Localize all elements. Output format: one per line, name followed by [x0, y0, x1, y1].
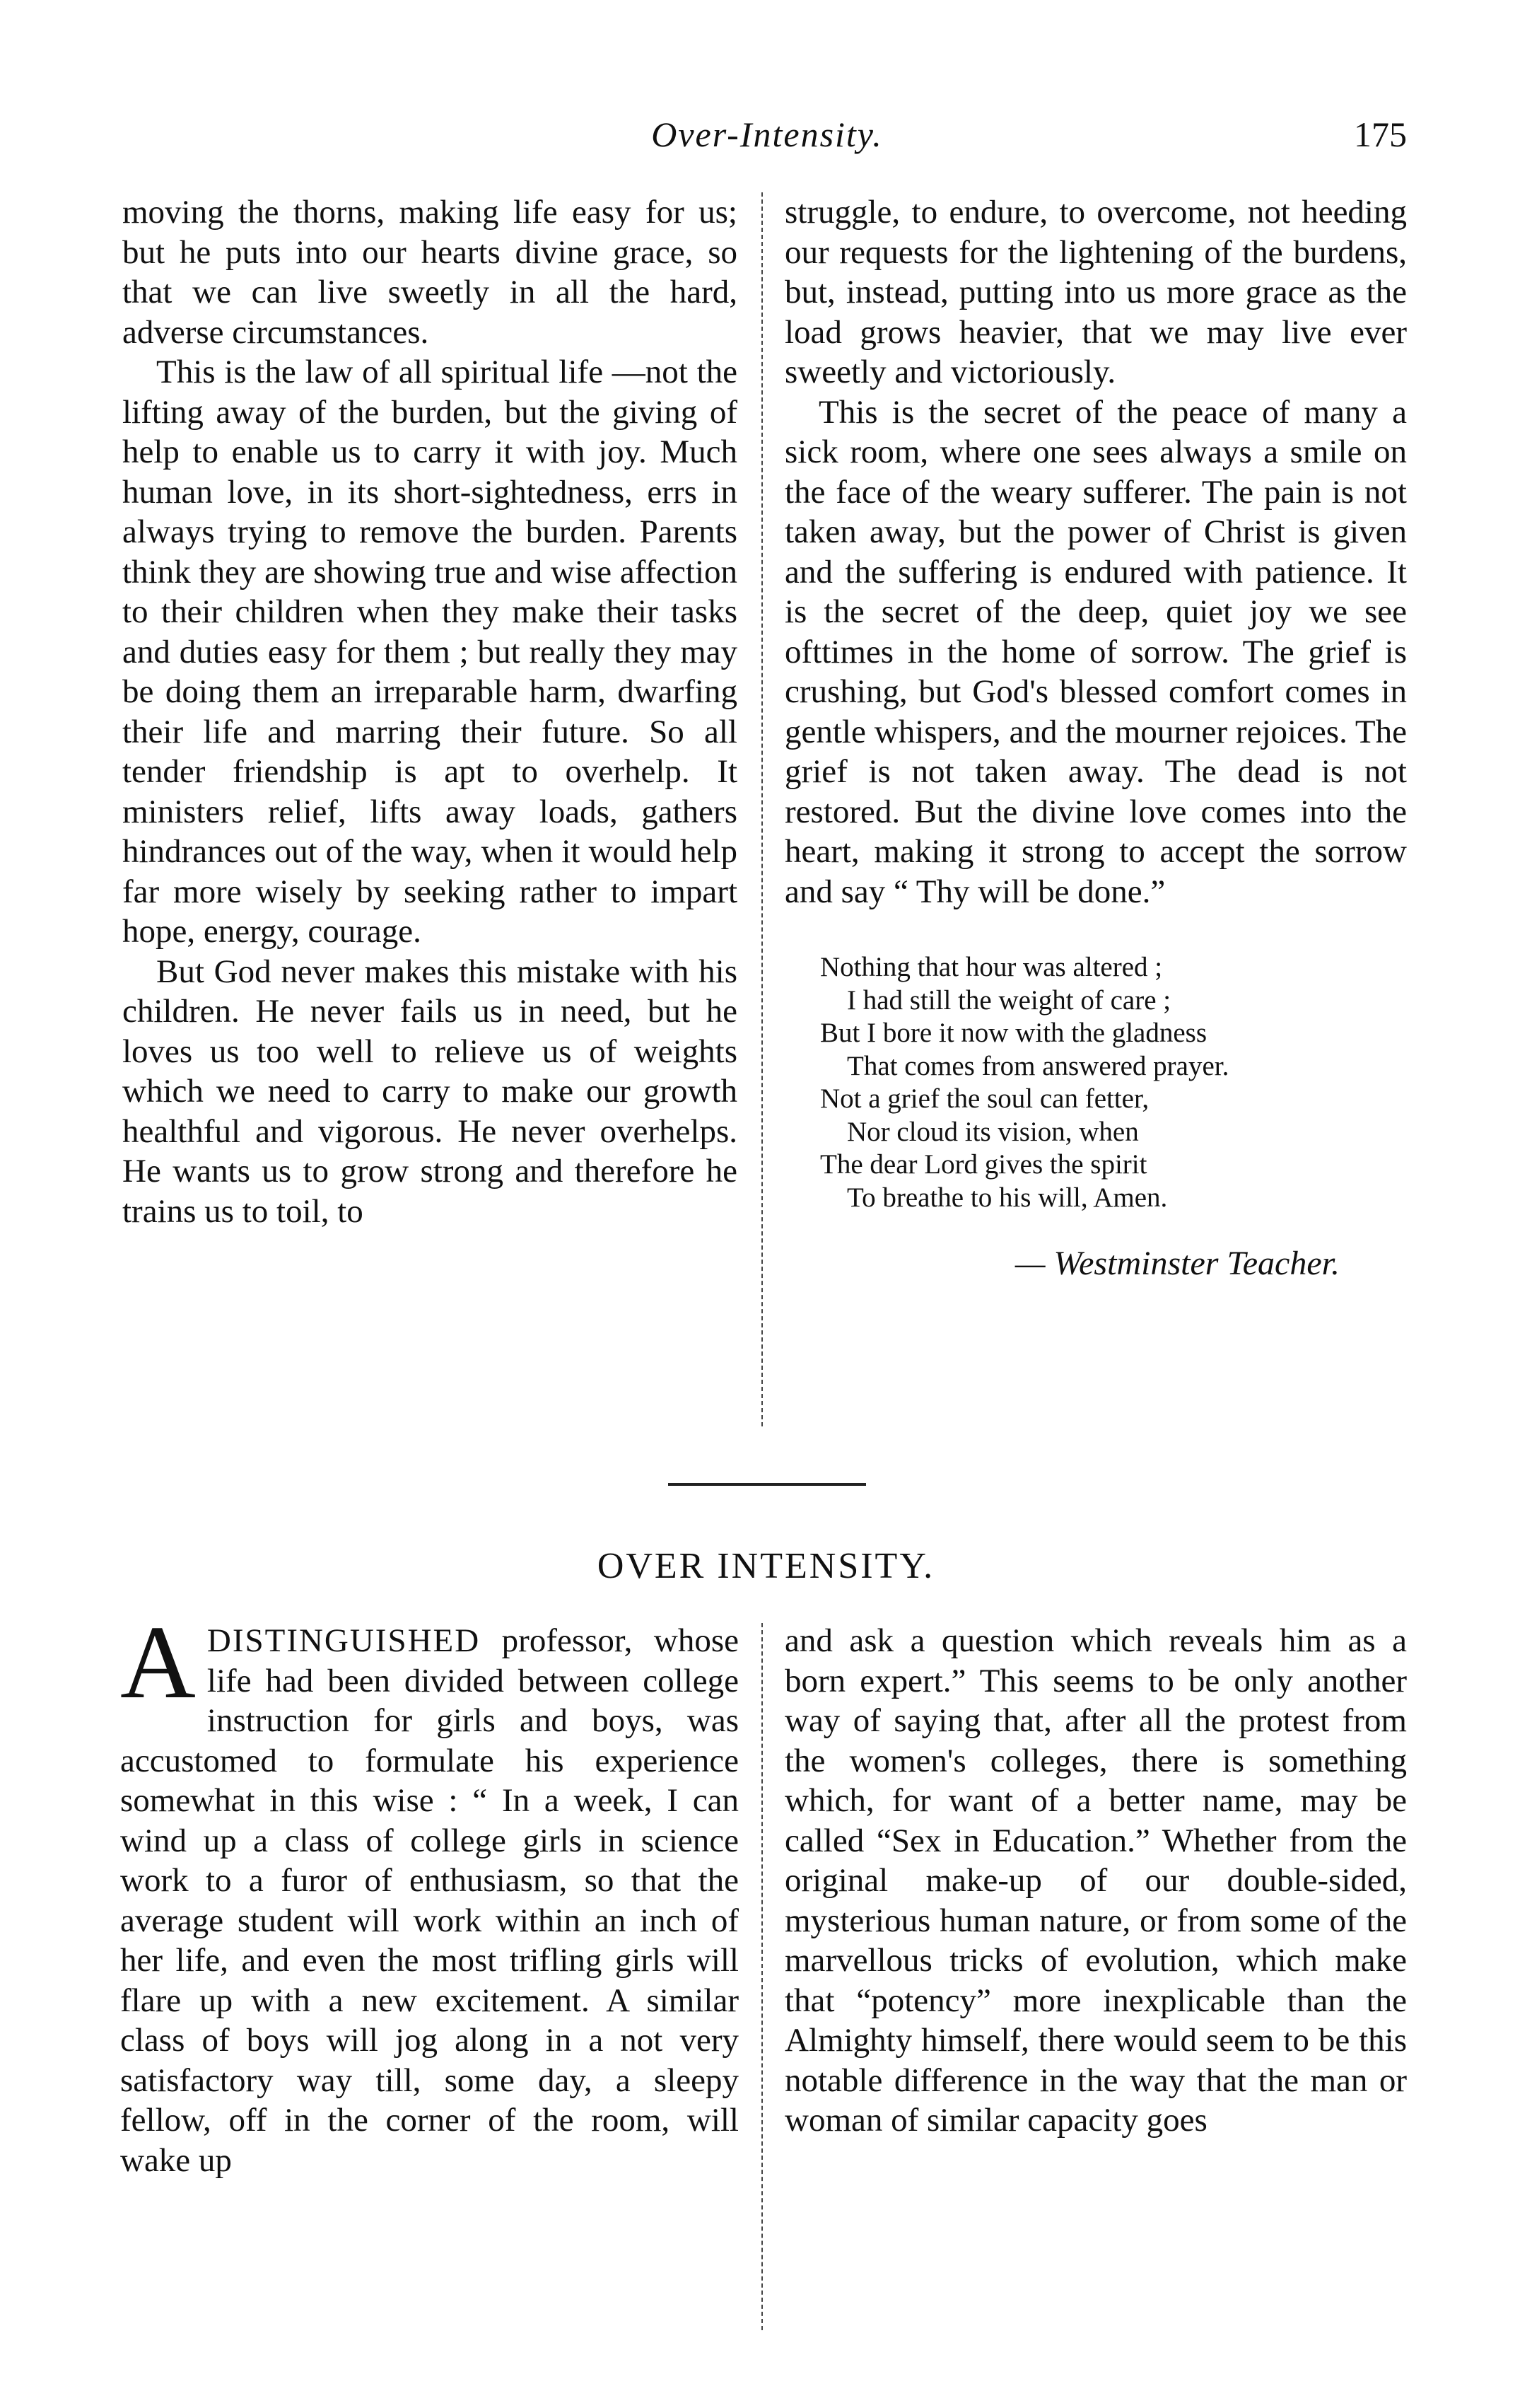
paragraph: and ask a question which reveals him as a born expert.” This seems to be only another way of saying that, after all the protest from the women's colleges, there is something which, for want of a better name, may be called “Sex in Education.” Whether from the original make-up of our double-sided, mysterious human nature, or from some of the marvellous tricks of evolution, which make that “potency” more inexplicable than the Almighty himself, there would seem to be this notable difference in the way that the man or woman of similar capacity goes — [785, 1622, 1407, 2139]
bottom-left-column — [120, 1605, 739, 2180]
poem-line: The dear Lord gives the spirit — [820, 1149, 1147, 1180]
attribution: — Westminster Teacher. — [1014, 1245, 1340, 1282]
top-left-column — [122, 192, 737, 1231]
article-title: OVER INTENSITY. — [597, 1546, 935, 1586]
running-title: Over-Intensity. — [651, 115, 883, 154]
page-number: 175 — [1354, 115, 1407, 154]
top-right-column — [785, 192, 1407, 1284]
running-header — [127, 106, 1407, 163]
paragraph: This is the secret of the peace of many a sick room, where one sees always a smile on the face of the weary sufferer. The pain is not taken away, but the power of Christ is given and the suffering is endured with patience. It is the secret of the deep, quiet joy we see ofttimes in the home of sorrow. The grief is crushing, but God's blessed comfort comes in gentle whispers, and the mourner rejoices. The grief is not taken away. The dead is not restored. But the divine love comes into the heart, making it strong to accept the sorrow and say “ Thy will be done.” — [785, 393, 1407, 910]
poem-line: To breathe to his will, Amen. — [847, 1182, 1168, 1213]
paragraph — [120, 1605, 739, 2180]
poem-line: I had still the weight of care ; — [847, 984, 1171, 1016]
opening-caps: DISTINGUISHED — [206, 1622, 481, 1659]
bottom-right-column — [785, 1621, 1407, 2141]
paragraph: This is the law of all spiritual life —not the lifting away of the burden, but the giving of help to enable us to carry it with joy. Much human love, in its short-sightedness, errs in always trying to remove the burden. Parents think they are showing true and wise affection to their children when they make their tasks and duties easy for them ; but really they may be doing them an irreparable harm, dwarfing their life and marring their future. So all tender friendship is apt to overhelp. It ministers relief, lifts away loads, gathers hindrances out of the way, when it would help far more wisely by seeking rather to impart hope, energy, courage. — [122, 354, 737, 950]
paragraph: But God never makes this mistake with his children. He never fails us in need, but he loves us too well to relieve us of weights which we need to carry to make our growth healthful and vigorous. He never overhelps. He wants us to grow strong and therefore he trains us to toil, to — [122, 953, 737, 1230]
poem-line: Not a grief the soul can fetter, — [820, 1083, 1150, 1114]
poem-line: That comes from answered prayer. — [847, 1050, 1229, 1081]
poem-line: But I bore it now with the gladness — [820, 1018, 1208, 1048]
paragraph: moving the thorns, making life easy for us; but he puts into our hearts divine grace, so that we can live sweetly in all the hard, adverse circumstances. — [122, 194, 737, 351]
paragraph: struggle, to endure, to overcome, not heeding our requests for the lightening of the burdens, but, instead, putting into us more grace as the load grows heavier, that we may live ever sweetly and victoriously. — [785, 194, 1407, 390]
column-divider — [761, 1623, 763, 2330]
poem-line: Nor cloud its vision, when — [847, 1116, 1139, 1147]
column-divider — [761, 192, 763, 1426]
paragraph-text: professor, whose life had been divided between college instruction for girls and boys, was accustomed to formulate his experience somewhat in this wise : “ In a week, I can wind up a class of college girls in science work to a furor of enthusiasm, so that the average student will work within an inch of her life, and even the most trifling girls will flare up with a new excitement. A similar class of boys will jog along in a not very satisfactory way till, some day, a sleepy fellow, off in the corner of the room, will wake up — [120, 1622, 739, 2179]
poem-line: Nothing that hour was altered ; — [820, 952, 1163, 982]
section-separator — [668, 1483, 866, 1486]
poem — [820, 951, 1407, 1214]
drop-cap: A — [120, 1605, 196, 1721]
